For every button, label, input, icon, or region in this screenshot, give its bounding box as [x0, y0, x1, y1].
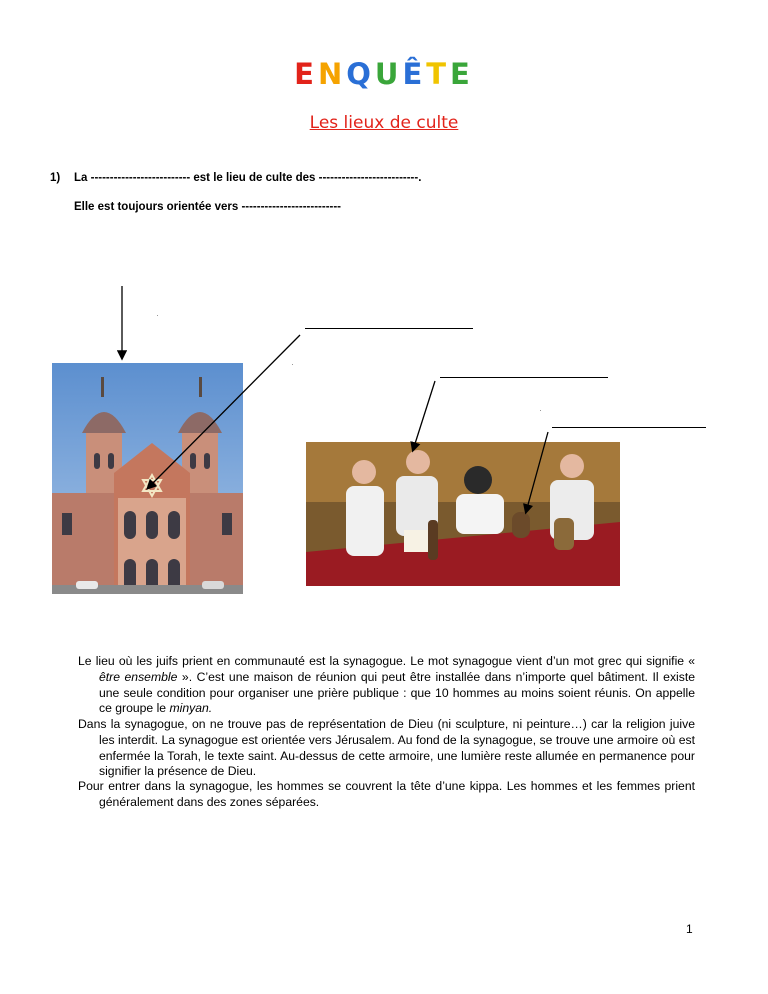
- paragraph-synagogue-interior: Dans la synagogue, on ne trouve pas de représentation de Dieu (ni sculpture, ni peinture…) car la religion juive les interdit. La synagogue est orientée vers Jérusalem. Au fond de la synagogue, se trouve une armoire où est enfermée la Torah, le texte saint. Au-dessus de cette armoire, une lumière reste allumée en permanence pour signifier la présence de Dieu.: [78, 717, 695, 779]
- title-letter: T: [426, 57, 451, 91]
- answer-line-facade[interactable]: [305, 328, 473, 329]
- title-letter: U: [374, 57, 403, 91]
- question-1-line-2: Elle est toujours orientée vers --------------------------: [74, 201, 342, 213]
- title-letter: E: [294, 57, 318, 91]
- answer-line-torah[interactable]: [552, 427, 706, 428]
- title-letter: Q: [346, 57, 375, 91]
- title-letter: N: [317, 57, 347, 91]
- paragraph-synagogue-intro: Le lieu où les juifs prient en communauté est la synagogue. Le mot synagogue vient d’un mot grec qui signifie « être ensemble ». C’est une maison de réunion qui peut être installée dans n’importe quel bâtiment. Il existe une seule condition pour organiser une prière publique : que 10 hommes au moins soient réunis. On appelle ce groupe le minyan.: [78, 654, 696, 716]
- page-title: [0, 56, 768, 92]
- paragraph-synagogue-customs: Pour entrer dans la synagogue, les hommes se couvrent la tête d’une kippa. Les hommes et les femmes prient généralement dans des zones séparées.: [78, 779, 695, 809]
- title-letter: Ê: [402, 57, 427, 91]
- torah-reading-photo: [306, 442, 620, 586]
- page-number: 1: [686, 922, 693, 936]
- question-number: 1): [50, 172, 61, 184]
- page-subtitle: Les lieux de culte: [309, 113, 459, 133]
- question-1-line-1: [50, 172, 421, 184]
- title-letter: E: [450, 57, 474, 91]
- synagogue-photo: [52, 363, 243, 594]
- answer-line-person[interactable]: [440, 377, 608, 378]
- question-1-text: La -------------------------- est le lieu de culte des --------------------------.: [74, 172, 422, 184]
